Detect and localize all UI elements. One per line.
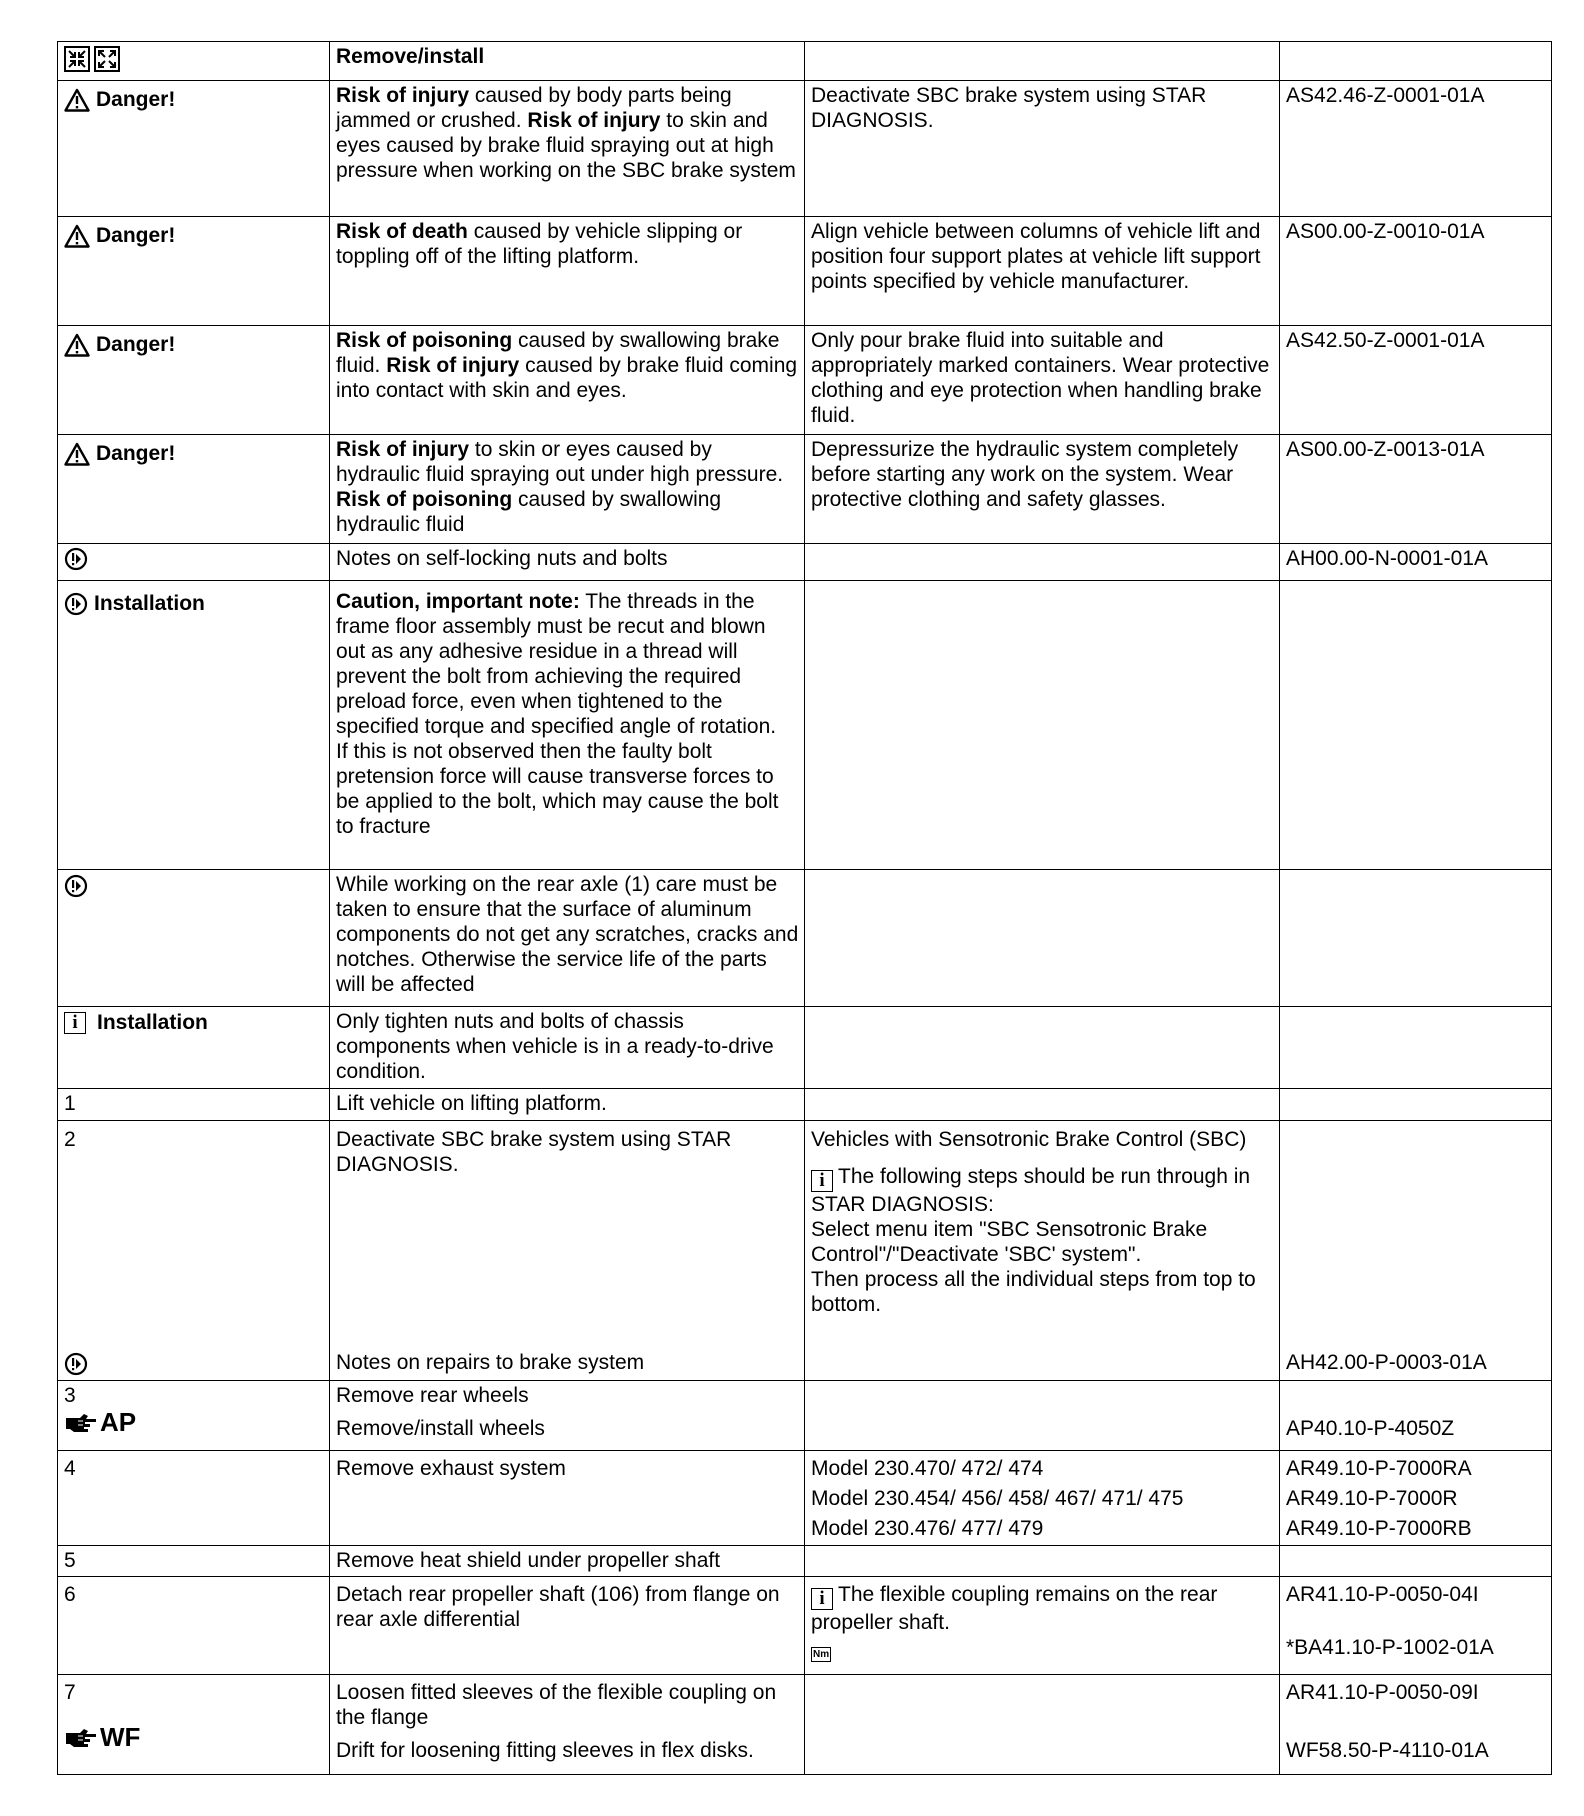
danger-label: Danger!	[96, 224, 176, 247]
table-row: 1 Lift vehicle on lifting platform.	[58, 1089, 1552, 1121]
table-row: Danger! Risk of poisoning caused by swallowing brake fluid. Risk of injury caused by brake fluid coming into contact with skin and eyes. Only pour brake fluid into suitable and appropriately marked containers. Wear protective clothing and eye protection when handling brake fluid. AS42.50-Z-0001-01A	[58, 326, 1552, 435]
reference-link[interactable]: AS42.50-Z-0001-01A	[1280, 326, 1552, 435]
table-row: Installation Caution, important note: The threads in the frame floor assembly must be recut and blown out as any adhesive residue in a thread will prevent the bolt from achieving the required preload force, even when tightened to the specified torque and specified angle of rotation. If this is not observed then the faulty bolt pretension force will cause transverse forces to be applied to the bolt, which may cause the bolt to fracture	[58, 581, 1552, 870]
table-row: 3 AP Remove rear wheels Remove/install wheels AP40.10-P-4050Z	[58, 1381, 1552, 1451]
pointing-hand-icon	[64, 1727, 98, 1749]
reference-link[interactable]: AS42.46-Z-0001-01A	[1280, 81, 1552, 217]
pointing-hand-icon	[64, 1412, 98, 1434]
note-icon	[64, 547, 88, 571]
table-row	[58, 42, 1552, 81]
table-row: 2 Deactivate SBC brake system using STAR DIAGNOSIS. Notes on repairs to brake system Vehicles with Sensotronic Brake Control (SBC) i The following steps should be run through in STAR DIAGNOSIS: Select menu item "SBC Sensotronic Brake Control"/"Deactivate 'SBC' system". Then process all the individual steps from top to bottom. AH42.00-P-0003-01A	[58, 1121, 1552, 1381]
danger-label: Danger!	[96, 333, 176, 356]
reference-link[interactable]: AR41.10-P-0050-09I	[1286, 1681, 1479, 1704]
reference-link[interactable]: AH42.00-P-0003-01A	[1286, 1351, 1487, 1374]
reference-link[interactable]: AP40.10-P-4050Z	[1286, 1417, 1455, 1440]
danger-label: Danger!	[96, 442, 176, 465]
table-row: While working on the rear axle (1) care must be taken to ensure that the surface of aluminum components do not get any scratches, cracks and notches. Otherwise the service life of the parts will be affected	[58, 870, 1552, 1007]
tag-label: AP	[100, 1407, 137, 1437]
reference-link[interactable]: *BA41.10-P-1002-01A	[1286, 1636, 1494, 1659]
reference-link[interactable]: AR49.10-P-7000RB	[1286, 1517, 1472, 1540]
info-icon: i	[811, 1588, 833, 1610]
reference-link[interactable]: AS00.00-Z-0010-01A	[1280, 217, 1552, 326]
warning-icon	[64, 88, 90, 112]
table-row: i Installation Only tighten nuts and bolts of chassis components when vehicle is in a ready-to-drive condition.	[58, 1007, 1552, 1089]
table-row: Danger! Risk of death caused by vehicle slipping or toppling off of the lifting platform. Align vehicle between columns of vehicle lift and position four support plates at vehicle lift support points specified by vehicle manufacturer. AS00.00-Z-0010-01A	[58, 217, 1552, 326]
danger-label: Danger!	[96, 88, 176, 111]
table-row: Danger! Risk of injury caused by body parts being jammed or crushed. Risk of injury to skin and eyes caused by brake fluid spraying out at high pressure when working on the SBC brake system Deactivate SBC brake system using STAR DIAGNOSIS. AS42.46-Z-0001-01A	[58, 81, 1552, 217]
reference-link[interactable]: AH00.00-N-0001-01A	[1280, 544, 1552, 581]
expand-icon	[94, 46, 120, 72]
note-icon	[64, 874, 88, 898]
reference-link[interactable]: AS00.00-Z-0013-01A	[1280, 435, 1552, 544]
warning-icon	[64, 442, 90, 466]
table-row: 6 Detach rear propeller shaft (106) from flange on rear axle differential i The flexible coupling remains on the rear propeller shaft. Nm AR41.10-P-0050-04I *BA41.10-P-1002-01A	[58, 1577, 1552, 1675]
warning-icon	[64, 333, 90, 357]
table-row: 5 Remove heat shield under propeller shaft	[58, 1546, 1552, 1577]
reference-link[interactable]: AR41.10-P-0050-04I	[1286, 1583, 1479, 1606]
page-title: Remove/install	[330, 42, 805, 81]
info-icon: i	[811, 1170, 833, 1192]
procedure-table	[57, 41, 1552, 1775]
collapse-icon	[64, 46, 90, 72]
table-row: Danger! Risk of injury to skin or eyes caused by hydraulic fluid spraying out under high pressure. Risk of poisoning caused by swallowing hydraulic fluid Depressurize the hydraulic system completely before starting any work on the system. Wear protective clothing and safety glasses. AS00.00-Z-0013-01A	[58, 435, 1552, 544]
torque-icon: Nm	[813, 1648, 830, 1660]
note-icon	[64, 1352, 88, 1376]
installation-label: Installation	[97, 1011, 208, 1034]
tag-label: WF	[100, 1722, 141, 1752]
note-icon	[64, 592, 88, 616]
reference-link[interactable]: AR49.10-P-7000R	[1286, 1487, 1458, 1510]
table-row: 4 Remove exhaust system Model 230.470/ 472/ 474 Model 230.454/ 456/ 458/ 467/ 471/ 475 Model 230.476/ 477/ 479 AR49.10-P-7000RA AR49.10-P-7000R AR49.10-P-7000RB	[58, 1451, 1552, 1546]
reference-link[interactable]: WF58.50-P-4110-01A	[1286, 1739, 1489, 1762]
installation-label: Installation	[94, 592, 205, 615]
warning-icon	[64, 224, 90, 248]
table-row: 7 WF Loosen fitted sleeves of the flexible coupling on the flange Drift for loosening fitting sleeves in flex disks. AR41.10-P-0050-09I WF58.50-P-4110-01A	[58, 1675, 1552, 1775]
info-icon: i	[64, 1012, 86, 1034]
expand-icons-cell	[58, 42, 330, 81]
reference-link[interactable]: AR49.10-P-7000RA	[1286, 1457, 1472, 1480]
table-row: Notes on self-locking nuts and bolts AH00.00-N-0001-01A	[58, 544, 1552, 581]
